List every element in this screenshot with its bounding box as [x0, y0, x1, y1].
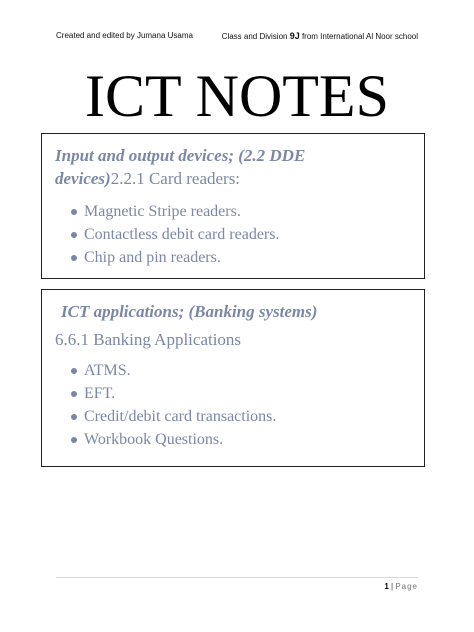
bullet-icon	[71, 209, 77, 215]
section1-heading-line2	[55, 169, 240, 189]
section2-heading: ICT applications; (Banking systems)	[61, 302, 318, 321]
list-item	[71, 428, 276, 451]
section2-subheading: 6.6.1 Banking Applications	[55, 330, 242, 349]
list-item	[71, 405, 276, 428]
footer-divider	[56, 577, 418, 578]
section1-subheading: 2.2.1 Card readers:	[110, 169, 241, 188]
list-item-text: Magnetic Stripe readers.	[84, 203, 241, 220]
bullet-icon	[71, 368, 77, 374]
class-info-suffix: from International Al Noor school	[299, 32, 418, 41]
section2-list	[71, 359, 276, 451]
section1-heading-italic: Input and output devices; (2.2 DDE	[55, 146, 306, 165]
page-label: Page	[395, 582, 418, 591]
list-item-text: Chip and pin readers.	[84, 249, 221, 266]
list-item	[71, 223, 279, 246]
bullet-icon	[71, 255, 77, 261]
section1-heading-line1	[55, 146, 305, 166]
class-info-prefix: Class and Division	[221, 32, 290, 41]
list-item-text: Credit/debit card transactions.	[84, 408, 277, 425]
section-ict-applications	[41, 289, 425, 467]
page-footer	[384, 582, 418, 591]
class-division: 9J	[289, 31, 300, 41]
list-item-text: ATMS.	[84, 362, 131, 379]
section-input-output-devices	[41, 133, 425, 279]
author-credit: Created and edited by Jumana Usama	[56, 31, 193, 40]
section1-list	[71, 200, 279, 269]
list-item-text: Workbook Questions.	[84, 431, 224, 448]
class-info	[222, 31, 418, 41]
footer-separator: |	[388, 582, 396, 591]
bullet-icon	[71, 437, 77, 443]
list-item	[71, 382, 276, 405]
section1-heading-italic-cont: devices)	[55, 169, 111, 188]
list-item	[71, 359, 276, 382]
bullet-icon	[71, 232, 77, 238]
list-item-text: EFT.	[84, 385, 116, 402]
bullet-icon	[71, 414, 77, 420]
page-header	[56, 31, 418, 41]
list-item-text: Contactless debit card readers.	[84, 226, 280, 243]
bullet-icon	[71, 391, 77, 397]
list-item	[71, 246, 279, 269]
page-number: 1	[384, 582, 389, 591]
list-item	[71, 200, 279, 223]
page-title: ICT NOTES	[85, 63, 389, 129]
